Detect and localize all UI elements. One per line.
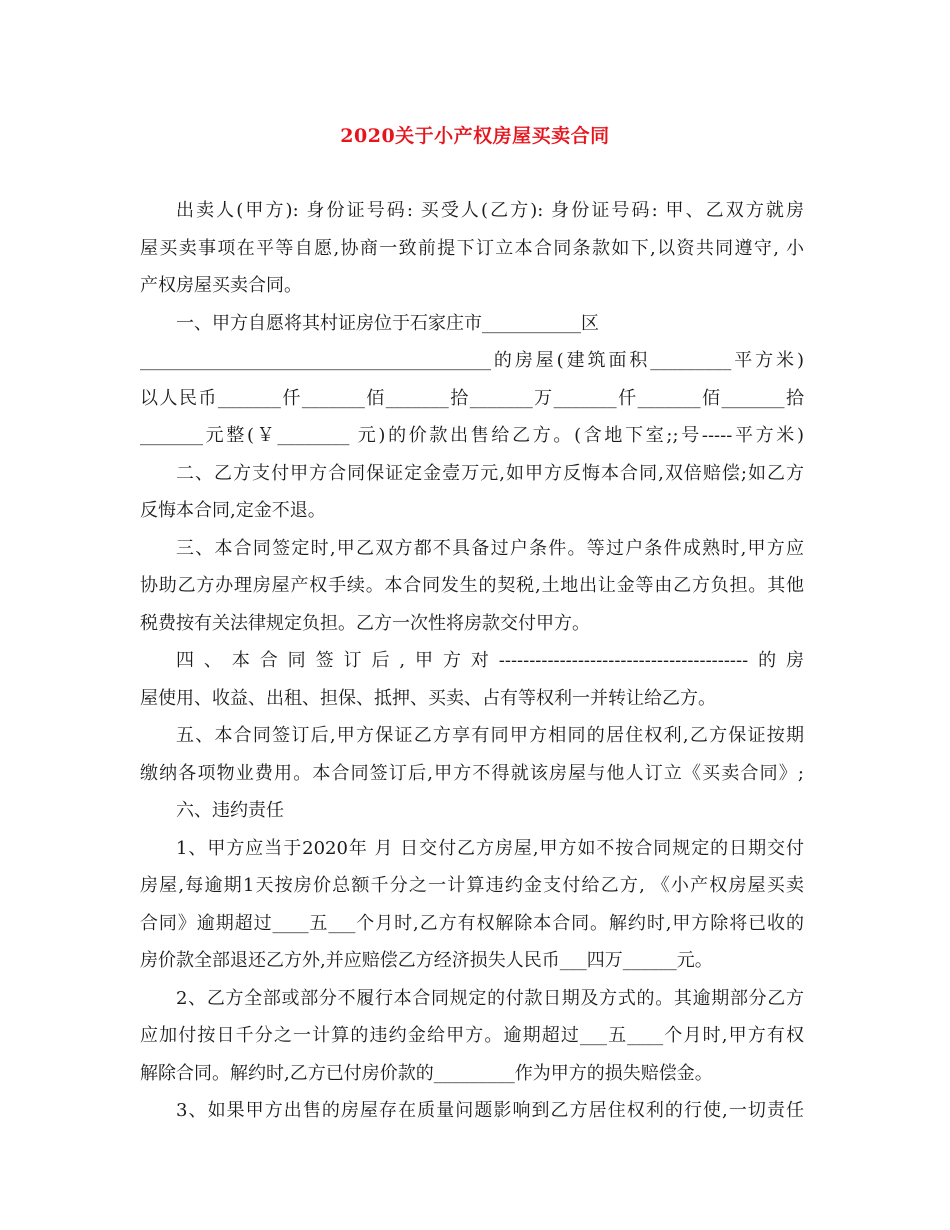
contract-line: 一、甲方自愿将其村证房位于石家庄市___________区 [176, 312, 599, 334]
contract-line: 反悔本合同,定金不退。 [140, 500, 326, 521]
contract-line: 房价款全部退还乙方外,并应赔偿乙方经济损失人民币___四万______元。 [140, 950, 713, 971]
contract-line: 解除合同。解约时,乙方已付房价款的_________作为甲方的损失赔偿金。 [140, 1062, 713, 1084]
contract-line: 房屋,每逾期1天按房价总额千分之一计算违约金支付给乙方, 《小产权房屋买卖 [140, 875, 804, 896]
contract-line: _______________________________________的房屋(建筑面积_________平方米) [140, 350, 804, 371]
document-title: 2020关于小产权房屋买卖合同 [340, 125, 610, 147]
contract-line: 产权房屋买卖合同。 [140, 275, 302, 296]
contract-line: 二、乙方支付甲方合同保证定金壹万元,如甲方反悔本合同,双倍赔偿;如乙方 [176, 462, 804, 484]
contract-line: 2、乙方全部或部分不履行本合同规定的付款日期及方式的。其逾期部分乙方 [176, 987, 804, 1009]
contract-line: 出卖人(甲方): 身份证号码: 买受人(乙方): 身份证号码: 甲、乙双方就房 [176, 200, 804, 221]
contract-line: 四、本合同签订后,甲方对-----------------------------------------的房 [176, 650, 804, 671]
contract-line: 3、如果甲方出售的房屋存在质量问题影响到乙方居住权利的行使,一切责任 [176, 1100, 804, 1121]
contract-line: 屋使用、收益、出租、担保、抵押、买卖、占有等权利一并转让给乙方。 [140, 687, 716, 709]
contract-line: 协助乙方办理房屋产权手续。本合同发生的契税,土地出让金等由乙方负担。其他 [140, 575, 804, 596]
contract-line: 应加付按日千分之一计算的违约金给甲方。逾期超过___五____个月时,甲方有权 [140, 1025, 804, 1046]
contract-line: 税费按有关法律规定负担。乙方一次性将房款交付甲方。 [140, 612, 590, 634]
contract-line: 五、本合同签订后,甲方保证乙方享有同甲方相同的居住权利,乙方保证按期 [176, 725, 804, 746]
contract-line: 合同》逾期超过____五___个月时,乙方有权解除本合同。解约时,甲方除将已收的 [140, 912, 804, 934]
contract-line: 屋买卖事项在平等自愿,协商一致前提下订立本合同条款如下,以资共同遵守, 小 [140, 237, 804, 259]
contract-line: 1、甲方应当于2020年 月 日交付乙方房屋,甲方如不按合同规定的日期交付 [176, 837, 804, 859]
contract-body [140, 192, 804, 1130]
contract-line: 六、违约责任 [176, 800, 284, 821]
contract-line: 以人民币_______仟_______佰_______拾_______万_______仟_______佰_______拾 [140, 387, 804, 409]
contract-line: _______元整(￥________ 元)的价款出售给乙方。(含地下室;;号-----平方米) [140, 425, 804, 446]
contract-line: 三、本合同签定时,甲乙双方都不具备过户条件。等过户条件成熟时,甲方应 [176, 537, 804, 559]
contract-line: 缴纳各项物业费用。本合同签订后,甲方不得就该房屋与他人订立《买卖合同》; [140, 762, 804, 784]
